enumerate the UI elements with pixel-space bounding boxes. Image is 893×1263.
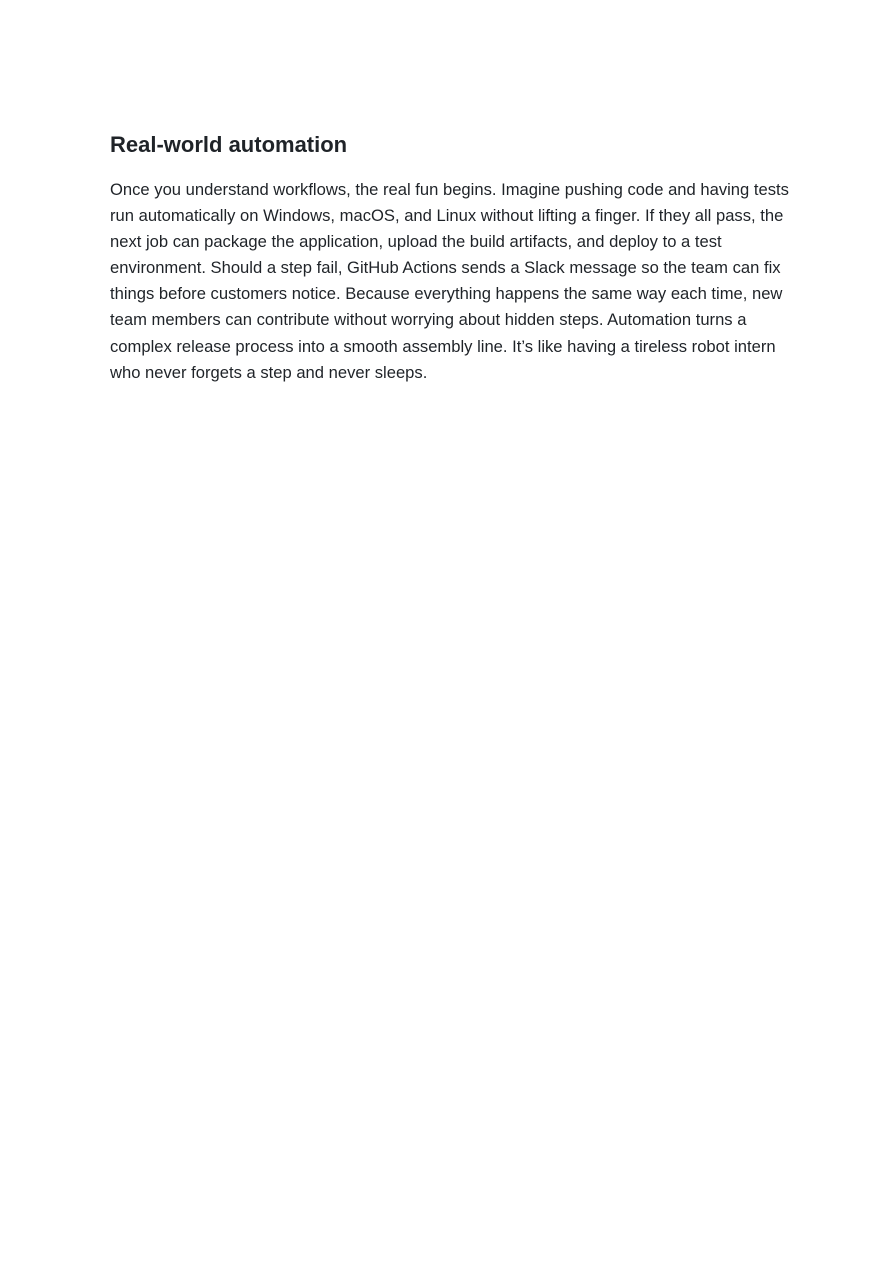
- body-paragraph: Once you understand workflows, the real fun begins. Imagine pushing code and having tests run automatically on Windows, macOS, and Linux without lifting a finger. If they all pass, the next job can package the application, upload the build artifacts, and deploy to a test environment. Should a step fail, GitHub Actions sends a Slack message so the team can fix things before customers notice. Because everything happens the same way each time, new team members can contribute without worrying about hidden steps. Automation turns a complex release process into a smooth assembly line. It’s like having a tireless robot intern who never forgets a step and never sleeps.: [110, 180, 789, 382]
- section-heading: Real-world automation: [110, 132, 348, 157]
- article-section: [110, 128, 790, 386]
